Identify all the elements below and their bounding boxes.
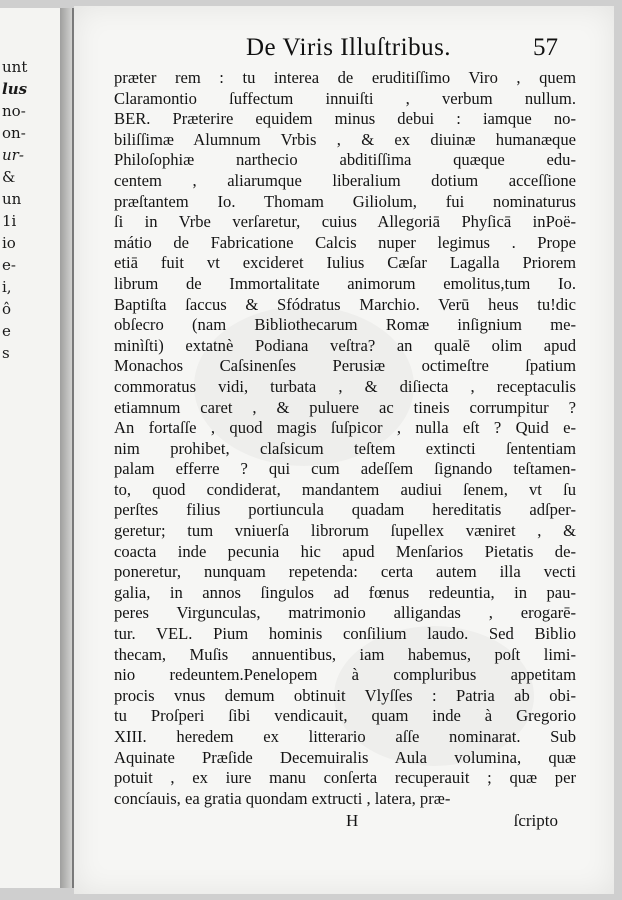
text-line: obſecro (nam Bibliothecarum Romæ inſignium me- [114, 315, 576, 335]
text-line: etiā fuit vt excideret Iulius Cæſar Lagalla Priorem [114, 253, 576, 273]
running-head [114, 34, 576, 68]
text-line: præſtantem Io. Thomam Giliolum, fui nominaturus [114, 191, 576, 211]
text-line: galia, in annos ſingulos ad fœnus redeuntia, in pau- [114, 582, 576, 602]
signature-mark: H [346, 811, 359, 831]
page-footer [114, 811, 576, 835]
text-line: concíauis, ea gratia quondam extructi , latera, præ- [114, 788, 451, 808]
text-line: minìſti) extatnè Podiana veſtra? an qualē olim apud [114, 335, 576, 355]
left-fragment: un [2, 190, 22, 208]
text-line: Baptiſta ſaccus & Sfódratus Marchio. Verū heus tu!dic [114, 294, 576, 314]
text-line: nio redeuntem.Penelopem à compluribus appetitam [114, 665, 576, 685]
left-fragment: s [2, 344, 10, 362]
text-line: potuit , ex iure manu conſerta recuperauit ; quæ per [114, 768, 576, 788]
left-fragment: unt [2, 58, 28, 76]
text-line: Monachos Caſsinenſes Perusiæ octimeſtre ſpatium [114, 356, 576, 376]
left-fragment: ur- [2, 146, 24, 164]
text-line: XIII. heredem ex litterario aſſe nominarat. Sub [114, 727, 576, 746]
text-line: Philoſophiæ narthecio abditiſſima quæque edu- [114, 150, 576, 170]
text-line: etiamnum caret , & puluere ac tineis corrumpitur ? [114, 397, 576, 417]
text-line: geretur; tum vniuerſa librorum ſupellex væniret , & [114, 521, 576, 541]
left-fragment: e- [2, 256, 16, 274]
text-line: palam efferre ? qui cum adeſſem ſignando teſtamen- [114, 459, 576, 479]
text-line: BER. Præterire equidem minus debui : iamque no- [114, 109, 576, 129]
text-line: librum de Immortalitate animorum emolitus,tum Io. [114, 273, 576, 293]
text-line: Aquinate Præſide Decemuiralis Aula volumina, quæ [114, 747, 576, 767]
text-line: tu Proſperi ſibi vendicauit, quam inde à Gregorio [114, 706, 576, 726]
text-line: An fortaſſe , quod magis ſuſpicor , nulla eſt ? Quid e- [114, 418, 576, 438]
text-line: coacta inde pecunia hic apud Menſarios Pietatis de- [114, 541, 576, 561]
left-fragment: & [2, 168, 16, 186]
text-line: poneretur, nunquam repetenda: certa autem illa vecti [114, 562, 576, 582]
left-fragment: lus [2, 80, 28, 98]
book-page [74, 6, 614, 894]
body-text [114, 68, 576, 809]
text-line: Claramontio ſuffectum innuiſti , verbum nullum. [114, 88, 576, 108]
left-fragment: on- [2, 124, 26, 142]
left-fragment: no- [2, 102, 26, 120]
left-fragment: io [2, 234, 16, 252]
left-fragment: e [2, 322, 11, 340]
text-line: nim prohibet, claſsicum teſtem extincti ſententiam [114, 438, 576, 458]
running-title: De Viris Illuſtribus. [246, 34, 452, 61]
text-line: to, quod condiderat, mandantem audiui ſenem, vt ſu [114, 479, 576, 499]
page-number: 57 [533, 34, 558, 61]
text-line: tur. VEL. Pium hominis conſilium laudo. Sed Biblio [114, 624, 576, 644]
text-line: peres Virgunculas, matrimonio alligandas , erogarē- [114, 603, 576, 623]
left-fragment: ô [2, 300, 12, 318]
text-line: perſtes filius portiuncula quadam hereditatis adſper- [114, 500, 576, 520]
text-line: procis vnus demum obtinuit Vlyſſes : Patria ab obi- [114, 685, 576, 705]
text-line: præter rem : tu interea de eruditiſſimo Viro , quem [114, 68, 576, 87]
catchword: ſcripto [513, 811, 558, 831]
text-line: mátio de Fabricatione Calcis nuper legimus . Prope [114, 232, 576, 252]
text-line: ſi in Vrbe verſaretur, cuius Allegoriā Phyſicā inPoë- [114, 212, 576, 232]
left-fragment: i, [2, 278, 12, 296]
page-content [114, 34, 576, 835]
text-line: thecam, Muſis annuentibus, iam habemus, poſt limi- [114, 644, 576, 664]
text-line: centem , aliarumque liberalium dotium acceſſione [114, 170, 576, 190]
left-fragment: 1i [2, 212, 17, 230]
text-line: commoratus vidi, turbata , & diſiecta , receptaculis [114, 376, 576, 396]
text-line: biliſſimæ Alumnum Vrbis , & ex diuinæ humanæque [114, 129, 576, 149]
